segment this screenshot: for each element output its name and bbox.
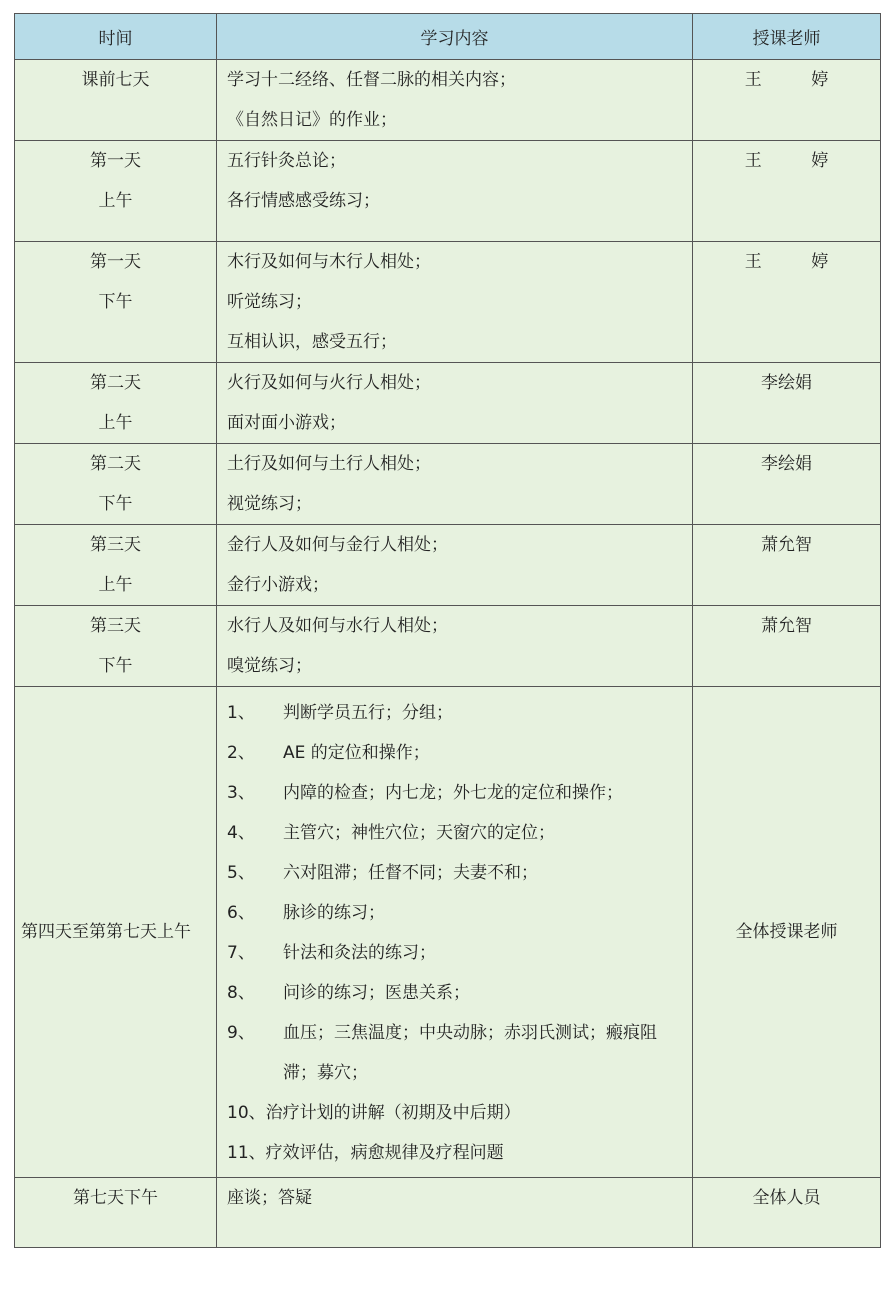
table-row bbox=[15, 606, 881, 687]
time-label: 第二天 bbox=[90, 454, 141, 474]
time-cell bbox=[15, 444, 217, 525]
table-row bbox=[15, 687, 881, 1178]
content-line: 金行人及如何与金行人相处； bbox=[227, 535, 448, 555]
content-line: 各行情感感受练习； bbox=[227, 191, 380, 211]
content-cell bbox=[217, 1178, 693, 1248]
teacher-name: 李绘娟 bbox=[761, 373, 812, 393]
teacher-name: 全体人员 bbox=[752, 1188, 821, 1208]
list-item-number: 10、 bbox=[227, 1103, 266, 1123]
header-teacher: 授课老师 bbox=[693, 14, 881, 60]
content-cell bbox=[217, 687, 693, 1178]
header-row bbox=[15, 14, 881, 60]
list-item-number: 4、 bbox=[227, 823, 255, 843]
list-item bbox=[217, 773, 692, 813]
table-row bbox=[15, 1178, 881, 1248]
time-label: 上午 bbox=[98, 413, 133, 433]
teacher-name: 王 婷 bbox=[744, 151, 851, 171]
list-item bbox=[217, 893, 692, 933]
content-line: 座谈；答疑 bbox=[227, 1188, 312, 1208]
list-item bbox=[217, 1093, 692, 1133]
teacher-cell bbox=[693, 444, 881, 525]
schedule-table bbox=[14, 13, 881, 1248]
content-line: 听觉练习； bbox=[227, 292, 312, 312]
list-item bbox=[217, 1133, 692, 1173]
list-item-number: 2、 bbox=[227, 743, 255, 763]
list-item-text: AE 的定位和操作； bbox=[283, 743, 430, 763]
time-label: 下午 bbox=[98, 656, 133, 676]
table-row bbox=[15, 141, 881, 242]
time-cell bbox=[15, 1178, 217, 1248]
content-line: 火行及如何与火行人相处； bbox=[227, 373, 431, 393]
list-item bbox=[217, 973, 692, 1013]
list-item bbox=[217, 813, 692, 853]
list-item-number: 3、 bbox=[227, 783, 255, 803]
time-cell bbox=[15, 141, 217, 242]
content-cell bbox=[217, 606, 693, 687]
list-item-number: 11、 bbox=[227, 1143, 266, 1163]
content-cell bbox=[217, 525, 693, 606]
teacher-cell bbox=[693, 242, 881, 363]
time-label: 下午 bbox=[98, 494, 133, 514]
teacher-name: 全体授课老师 bbox=[735, 922, 838, 942]
teacher-name: 王 婷 bbox=[744, 70, 851, 90]
time-cell bbox=[15, 525, 217, 606]
time-label: 第七天下午 bbox=[73, 1188, 158, 1208]
list-item-number: 6、 bbox=[227, 903, 255, 923]
table-row bbox=[15, 363, 881, 444]
teacher-cell bbox=[693, 687, 881, 1178]
content-line: 学习十二经络、任督二脉的相关内容； bbox=[227, 70, 516, 90]
table-row bbox=[15, 444, 881, 525]
content-line: 水行人及如何与水行人相处； bbox=[227, 616, 448, 636]
header-time: 时间 bbox=[15, 14, 217, 60]
time-label: 下午 bbox=[98, 292, 133, 312]
time-label: 第三天 bbox=[90, 616, 141, 636]
content-line: 金行小游戏； bbox=[227, 575, 329, 595]
teacher-cell bbox=[693, 1178, 881, 1248]
list-item-text: 判断学员五行；分组； bbox=[283, 703, 453, 723]
teacher-cell bbox=[693, 525, 881, 606]
content-line: 视觉练习； bbox=[227, 494, 312, 514]
content-line: 木行及如何与木行人相处； bbox=[227, 252, 431, 272]
content-cell bbox=[217, 242, 693, 363]
time-label: 第三天 bbox=[90, 535, 141, 555]
time-label: 上午 bbox=[98, 575, 133, 595]
content-line: 五行针灸总论； bbox=[227, 151, 346, 171]
teacher-name: 萧允智 bbox=[761, 535, 812, 555]
time-cell bbox=[15, 242, 217, 363]
list-item bbox=[217, 1013, 692, 1093]
content-cell bbox=[217, 444, 693, 525]
time-cell bbox=[15, 60, 217, 141]
content-line: 面对面小游戏； bbox=[227, 413, 346, 433]
list-item bbox=[217, 853, 692, 893]
time-label: 第二天 bbox=[90, 373, 141, 393]
list-item-text: 主管穴；神性穴位；天窗穴的定位； bbox=[283, 823, 555, 843]
list-item-number: 8、 bbox=[227, 983, 255, 1003]
list-item-number: 5、 bbox=[227, 863, 255, 883]
time-label: 第四天至第第七天上午 bbox=[21, 922, 191, 942]
teacher-cell bbox=[693, 60, 881, 141]
teacher-name: 李绘娟 bbox=[761, 454, 812, 474]
time-cell bbox=[15, 606, 217, 687]
list-item bbox=[217, 693, 692, 733]
list-item-text: 内障的检查；内七龙；外七龙的定位和操作； bbox=[283, 783, 623, 803]
teacher-cell bbox=[693, 363, 881, 444]
time-label: 上午 bbox=[98, 191, 133, 211]
list-item-text: 血压；三焦温度；中央动脉；赤羽氏测试；瘢痕阻滞；募穴； bbox=[283, 1023, 657, 1083]
teacher-cell bbox=[693, 141, 881, 242]
header-content: 学习内容 bbox=[217, 14, 693, 60]
teacher-name: 王 婷 bbox=[744, 252, 851, 272]
content-cell bbox=[217, 60, 693, 141]
table-row bbox=[15, 525, 881, 606]
time-label: 第一天 bbox=[90, 252, 141, 272]
list-item bbox=[217, 933, 692, 973]
list-item bbox=[217, 733, 692, 773]
list-item-text: 问诊的练习；医患关系； bbox=[283, 983, 470, 1003]
content-cell bbox=[217, 363, 693, 444]
list-item-number: 7、 bbox=[227, 943, 255, 963]
list-item-text: 治疗计划的讲解（初期及中后期） bbox=[265, 1103, 521, 1123]
time-label: 第一天 bbox=[90, 151, 141, 171]
content-line: 嗅觉练习； bbox=[227, 656, 312, 676]
teacher-cell bbox=[693, 606, 881, 687]
content-line: 土行及如何与土行人相处； bbox=[227, 454, 431, 474]
list-item-number: 9、 bbox=[227, 1023, 255, 1043]
list-item-text: 六对阻滞；任督不同；夫妻不和； bbox=[283, 863, 538, 883]
content-cell bbox=[217, 141, 693, 242]
list-item-text: 针法和灸法的练习； bbox=[283, 943, 436, 963]
time-cell bbox=[15, 363, 217, 444]
list-item-text: 疗效评估，病愈规律及疗程问题 bbox=[265, 1143, 504, 1163]
teacher-name: 萧允智 bbox=[761, 616, 812, 636]
table-row bbox=[15, 60, 881, 141]
list-item-number: 1、 bbox=[227, 703, 255, 723]
table-row bbox=[15, 242, 881, 363]
content-line: 《自然日记》的作业； bbox=[227, 110, 397, 130]
time-cell bbox=[15, 687, 217, 1178]
content-line: 互相认识，感受五行； bbox=[227, 332, 397, 352]
time-label: 课前七天 bbox=[81, 70, 150, 90]
list-item-text: 脉诊的练习； bbox=[283, 903, 385, 923]
